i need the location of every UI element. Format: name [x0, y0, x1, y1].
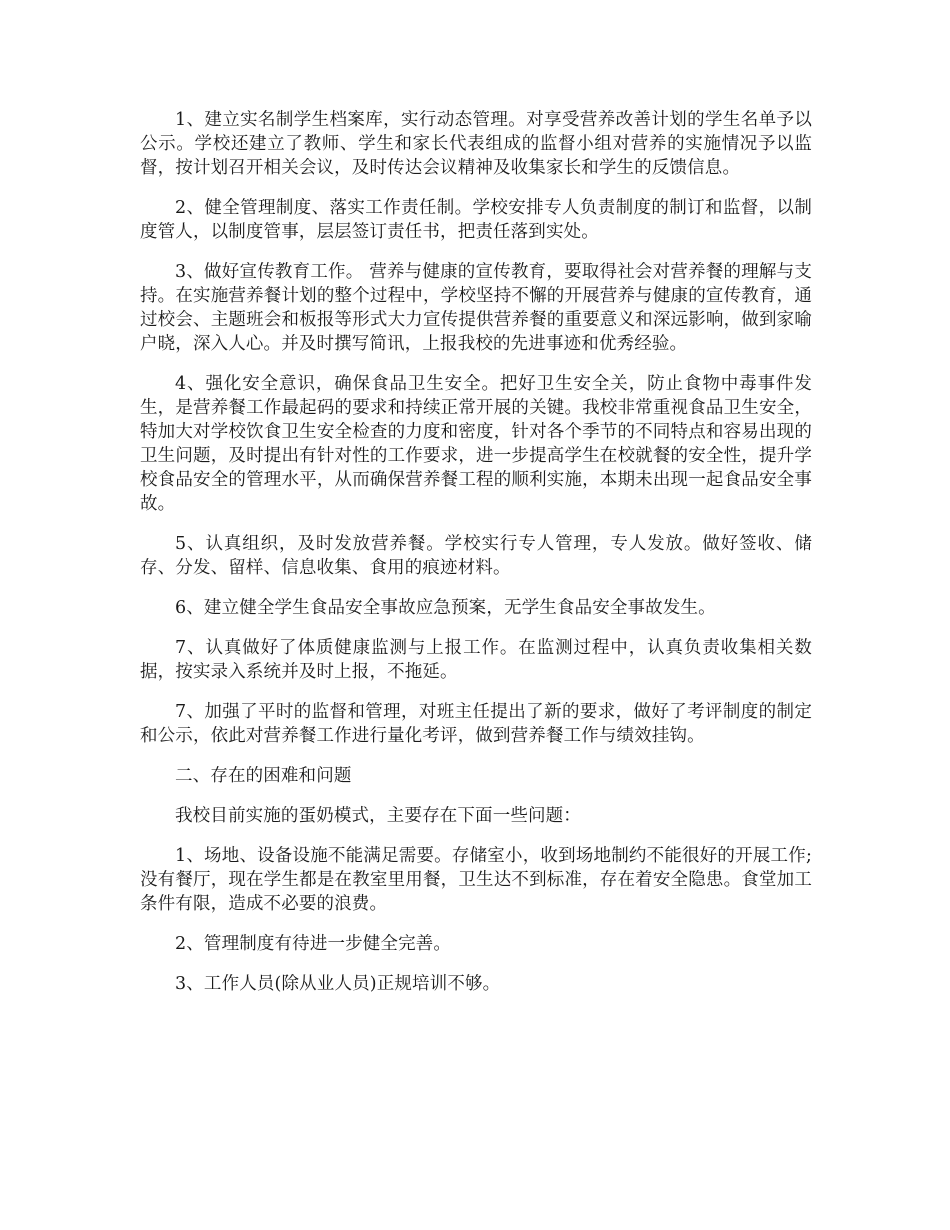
paragraph-measure-6: 6、建立健全学生食品安全事故应急预案，无学生食品安全事故发生。 — [175, 598, 716, 618]
paragraph-measure-4: 4、强化安全意识，确保食品卫生安全。把好卫生安全关，防止食物中毒事件发生，是营养餐工作最起码的要求和持续正常开展的关键。我校非常重视食品卫生安全，特加大对学校饮食卫生安全检查的力度和密度，针对各个季节的不同特点和容易出现的卫生问题，及时提出有针对性的工作要求，进一步提高学生在校就餐的安全性，提升学校食品安全的管理水平，从而确保营养餐工程的顺利实施，本期未出现一起食品安全事故。 — [140, 374, 812, 514]
paragraph-measure-7a: 7、认真做好了体质健康监测与上报工作。在监测过程中，认真负责收集相关数据，按实录入系统并及时上报，不拖延。 — [140, 638, 812, 682]
paragraph-problem-2: 2、管理制度有待进一步健全完善。 — [175, 934, 452, 954]
paragraph-problem-1: 1、场地、设备设施不能满足需要。存储室小，收到场地制约不能很好的开展工作;没有餐厅，现在学生都是在教室里用餐，卫生达不到标准，存在着安全隐患。食堂加工条件有限，造成不必要的浪费。 — [140, 846, 812, 914]
document-body — [140, 108, 812, 1012]
paragraph-problems-intro: 我校目前实施的蛋奶模式，主要存在下面一些问题： — [175, 806, 581, 826]
paragraph-measure-5: 5、认真组织，及时发放营养餐。学校实行专人管理，专人发放。做好签收、储存、分发、留样、信息收集、食用的痕迹材料。 — [140, 534, 812, 578]
paragraph-problem-3: 3、工作人员(除从业人员)正规培训不够。 — [175, 974, 501, 994]
paragraph-measure-1: 1、建立实名制学生档案库，实行动态管理。对享受营养改善计划的学生名单予以公示。学校还建立了教师、学生和家长代表组成的监督小组对营养的实施情况予以监督，按计划召开相关会议，及时传达会议精神及收集家长和学生的反馈信息。 — [140, 110, 812, 178]
paragraph-measure-7b: 7、加强了平时的监督和管理，对班主任提出了新的要求，做好了考评制度的制定和公示，依此对营养餐工作进行量化考评，做到营养餐工作与绩效挂钩。 — [140, 702, 812, 746]
paragraph-measure-2: 2、健全管理制度、落实工作责任制。学校安排专人负责制度的制订和监督，以制度管人，以制度管事，层层签订责任书，把责任落到实处。 — [140, 198, 812, 242]
paragraph-measure-3: 3、做好宣传教育工作。 营养与健康的宣传教育，要取得社会对营养餐的理解与支持。在实施营养餐计划的整个过程中，学校坚持不懈的开展营养与健康的宣传教育，通过校会、主题班会和板报等形式大力宣传提供营养餐的重要意义和深远影响，做到家喻户晓，深入人心。并及时撰写简讯，上报我校的先进事迹和优秀经验。 — [140, 262, 812, 354]
section-heading-problems: 二、存在的困难和问题 — [175, 766, 352, 786]
